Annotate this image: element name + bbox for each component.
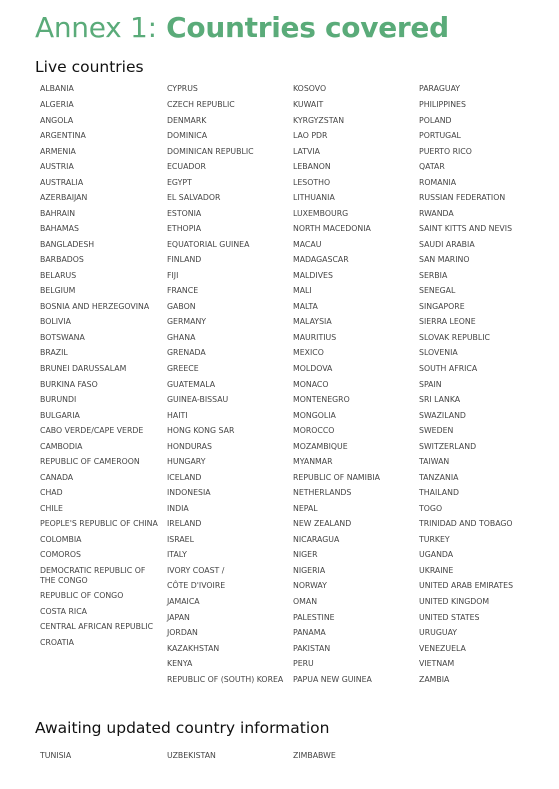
country-item: SRI LANKA [419, 395, 461, 405]
country-item: BURUNDI [40, 395, 77, 405]
country-item: RWANDA [419, 208, 454, 218]
country-item: MEXICO [293, 348, 324, 358]
country-item: UNITED STATES [419, 612, 480, 622]
country-item: UZBEKISTAN [167, 751, 216, 761]
country-item: KAZAKHSTAN [167, 643, 220, 653]
country-item: HONG KONG SAR [167, 426, 235, 436]
country-item: REPUBLIC OF (SOUTH) KOREA [167, 674, 284, 684]
country-item: BOLIVIA [40, 317, 71, 327]
country-item: GERMANY [167, 317, 207, 327]
country-item: EGYPT [167, 177, 192, 187]
country-item: SLOVENIA [419, 348, 458, 358]
country-item: MACAU [293, 239, 322, 249]
country-item: PAPUA NEW GUINEA [293, 674, 372, 684]
country-item: COMOROS [40, 550, 81, 560]
country-item: JORDAN [167, 628, 198, 638]
country-item: AUSTRIA [40, 162, 74, 172]
country-item: TOGO [419, 503, 443, 513]
country-item: ALBANIA [40, 84, 74, 94]
country-item: PALESTINE [293, 612, 335, 622]
country-item: ETHOPIA [167, 224, 202, 234]
country-item: BOSNIA AND HERZEGOVINA [40, 301, 150, 311]
country-item: HUNGARY [167, 457, 206, 467]
live-countries-column-1 [40, 83, 162, 652]
country-item: UGANDA [419, 550, 454, 560]
country-item: MOROCCO [293, 426, 335, 436]
country-item: IRELAND [167, 519, 202, 529]
country-item: KOSOVO [293, 84, 327, 94]
country-item: NEPAL [293, 503, 318, 513]
country-item: BOTSWANA [40, 332, 85, 342]
country-item: BULGARIA [40, 410, 80, 420]
title-prefix: Annex 1: [35, 11, 157, 44]
country-item: TRINIDAD AND TOBAGO [419, 519, 513, 529]
country-item: UKRAINE [419, 565, 454, 575]
country-item: SERBIA [419, 270, 448, 280]
country-item: NORTH MACEDONIA [293, 224, 371, 234]
country-item: PANAMA [293, 628, 326, 638]
country-item: DOMINICA [167, 131, 208, 141]
country-item: SWITZERLAND [419, 441, 477, 451]
country-item: ZIMBABWE [293, 751, 336, 761]
country-item: KUWAIT [293, 99, 324, 109]
country-item: COLOMBIA [40, 534, 82, 544]
country-item: GABON [167, 301, 196, 311]
country-item: EL SALVADOR [167, 193, 221, 203]
country-item: MALAYSIA [293, 317, 332, 327]
country-item: TAIWAN [419, 457, 450, 467]
awaiting-heading: Awaiting updated country information [35, 719, 330, 737]
country-item: ESTONIA [167, 208, 202, 218]
country-item: ZAMBIA [419, 674, 450, 684]
live-countries-column-2 [167, 83, 289, 689]
country-item: THAILAND [419, 488, 459, 498]
country-item: HAITI [167, 410, 188, 420]
country-item: TANZANIA [419, 472, 459, 482]
country-item: SWAZILAND [419, 410, 466, 420]
country-item: GRENADA [167, 348, 206, 358]
country-item: JAMAICA [167, 596, 200, 606]
country-item: NICARAGUA [293, 534, 340, 544]
country-item: SIERRA LEONE [419, 317, 476, 327]
country-item: CHILE [40, 503, 63, 513]
country-item: GREECE [167, 364, 199, 373]
country-item: PAKISTAN [293, 643, 331, 653]
country-item: DENMARK [167, 115, 207, 125]
country-item: MADAGASCAR [293, 255, 349, 265]
country-item: BAHAMAS [40, 224, 79, 234]
country-item: ARGENTINA [40, 131, 86, 141]
title-main: Countries covered [166, 11, 449, 44]
country-item: ECUADOR [167, 162, 206, 172]
country-item: ICELAND [167, 472, 202, 482]
country-item: AUSTRALIA [40, 177, 84, 187]
country-item: LAO PDR [293, 131, 328, 141]
awaiting-countries-column-1 [40, 750, 162, 766]
country-item: CYPRUS [167, 84, 198, 94]
country-item: HONDURAS [167, 441, 212, 451]
country-item: BELGIUM [40, 286, 76, 296]
country-item: PARAGUAY [419, 84, 461, 94]
country-item: ITALY [167, 550, 187, 560]
country-item: MOZAMBIQUE [293, 441, 348, 451]
country-item: GUATEMALA [167, 379, 216, 389]
country-item: SAUDI ARABIA [419, 239, 475, 249]
country-item: REPUBLIC OF CAMEROON [40, 457, 140, 467]
country-item: AZERBAIJAN [40, 193, 88, 203]
country-item: SAN MARINO [419, 255, 470, 265]
country-item: REPUBLIC OF NAMIBIA [293, 472, 380, 482]
country-item: FIJI [167, 270, 179, 280]
country-item: SENEGAL [419, 286, 456, 296]
country-item: MYANMAR [293, 457, 333, 467]
country-item: LITHUANIA [293, 193, 335, 203]
live-countries-column-3 [293, 83, 415, 689]
country-item: BRUNEI DARUSSALAM [40, 364, 127, 373]
country-item: BURKINA FASO [40, 379, 98, 389]
country-item: PORTUGAL [419, 131, 461, 141]
country-item: CROATIA [40, 637, 74, 647]
country-item: MONGOLIA [293, 410, 336, 420]
country-item: SAINT KITTS AND NEVIS [419, 224, 513, 234]
country-item: CZECH REPUBLIC [167, 99, 235, 109]
country-item: BELARUS [40, 270, 77, 280]
country-item: UNITED ARAB EMIRATES [419, 581, 514, 591]
country-item: MALI [293, 286, 312, 296]
country-item: FINLAND [167, 255, 202, 265]
country-item: EQUATORIAL GUINEA [167, 239, 250, 249]
country-item: BARBADOS [40, 255, 84, 265]
country-item: DOMINICAN REPUBLIC [167, 146, 254, 156]
country-item: MALTA [293, 301, 318, 311]
country-item: SINGAPORE [419, 301, 465, 311]
country-item: MONACO [293, 379, 329, 389]
country-item: MOLDOVA [293, 364, 333, 373]
country-item: ISRAEL [167, 534, 194, 544]
country-item: CHAD [40, 488, 63, 498]
country-item: PEOPLE'S REPUBLIC OF CHINA [40, 519, 158, 529]
country-item: RUSSIAN FEDERATION [419, 193, 506, 203]
live-countries-column-4 [419, 83, 551, 689]
awaiting-countries-column-2 [167, 750, 289, 766]
country-item: KENYA [167, 659, 193, 669]
country-item: TURKEY [419, 534, 450, 544]
country-item: QATAR [419, 162, 445, 172]
country-item: KYRGYZSTAN [293, 115, 345, 125]
country-item: SLOVAK REPUBLIC [419, 332, 490, 342]
country-item: BAHRAIN [40, 208, 76, 218]
country-item: MAURITIUS [293, 332, 337, 342]
country-item: UNITED KINGDOM [419, 596, 490, 606]
country-item: INDIA [167, 503, 189, 513]
awaiting-countries-column-3 [293, 750, 415, 766]
country-item: POLAND [419, 115, 452, 125]
country-item: CAMBODIA [40, 441, 83, 451]
country-item: SOUTH AFRICA [419, 364, 478, 373]
country-item: NETHERLANDS [293, 488, 352, 498]
country-item: FRANCE [167, 286, 199, 296]
country-item: NIGERIA [293, 565, 326, 575]
country-item: PERU [293, 659, 314, 669]
country-item: CÔTE D'IVOIRE [167, 581, 226, 591]
country-item: URUGUAY [419, 628, 458, 638]
country-item: BRAZIL [40, 348, 68, 358]
country-item: NIGER [293, 550, 318, 560]
country-item: PUERTO RICO [419, 146, 472, 156]
country-item: GHANA [167, 332, 196, 342]
country-item: VENEZUELA [419, 643, 466, 653]
live-countries-heading: Live countries [35, 58, 144, 76]
country-item: PHILIPPINES [419, 99, 466, 109]
country-item: NEW ZEALAND [293, 519, 352, 529]
country-item: SWEDEN [419, 426, 454, 436]
country-item: LESOTHO [293, 177, 331, 187]
country-item: OMAN [293, 596, 318, 606]
country-item: LUXEMBOURG [293, 208, 349, 218]
country-item: JAPAN [167, 612, 190, 622]
country-item: MONTENEGRO [293, 395, 350, 405]
country-item: DEMOCRATIC REPUBLIC OF THE CONGO [40, 565, 146, 585]
country-item: IVORY COAST / [167, 565, 225, 575]
country-item: ALGERIA [40, 99, 74, 109]
country-item: NORWAY [293, 581, 327, 591]
country-item: SPAIN [419, 379, 442, 389]
country-item: CANADA [40, 472, 74, 482]
country-item: INDONESIA [167, 488, 211, 498]
country-item: BANGLADESH [40, 239, 95, 249]
country-item: LEBANON [293, 162, 331, 172]
country-item: LATVIA [293, 146, 320, 156]
page-title [35, 9, 449, 47]
country-item: ANGOLA [40, 115, 74, 125]
country-item: TUNISIA [40, 751, 72, 761]
country-item: CABO VERDE/CAPE VERDE [40, 426, 144, 436]
country-item: GUINEA-BISSAU [167, 395, 229, 405]
country-item: MALDIVES [293, 270, 333, 280]
country-item: CENTRAL AFRICAN REPUBLIC [40, 622, 154, 632]
country-item: ARMENIA [40, 146, 76, 156]
country-item: COSTA RICA [40, 606, 87, 616]
country-item: VIETNAM [419, 659, 455, 669]
country-item: REPUBLIC OF CONGO [40, 591, 124, 601]
country-item: ROMANIA [419, 177, 457, 187]
